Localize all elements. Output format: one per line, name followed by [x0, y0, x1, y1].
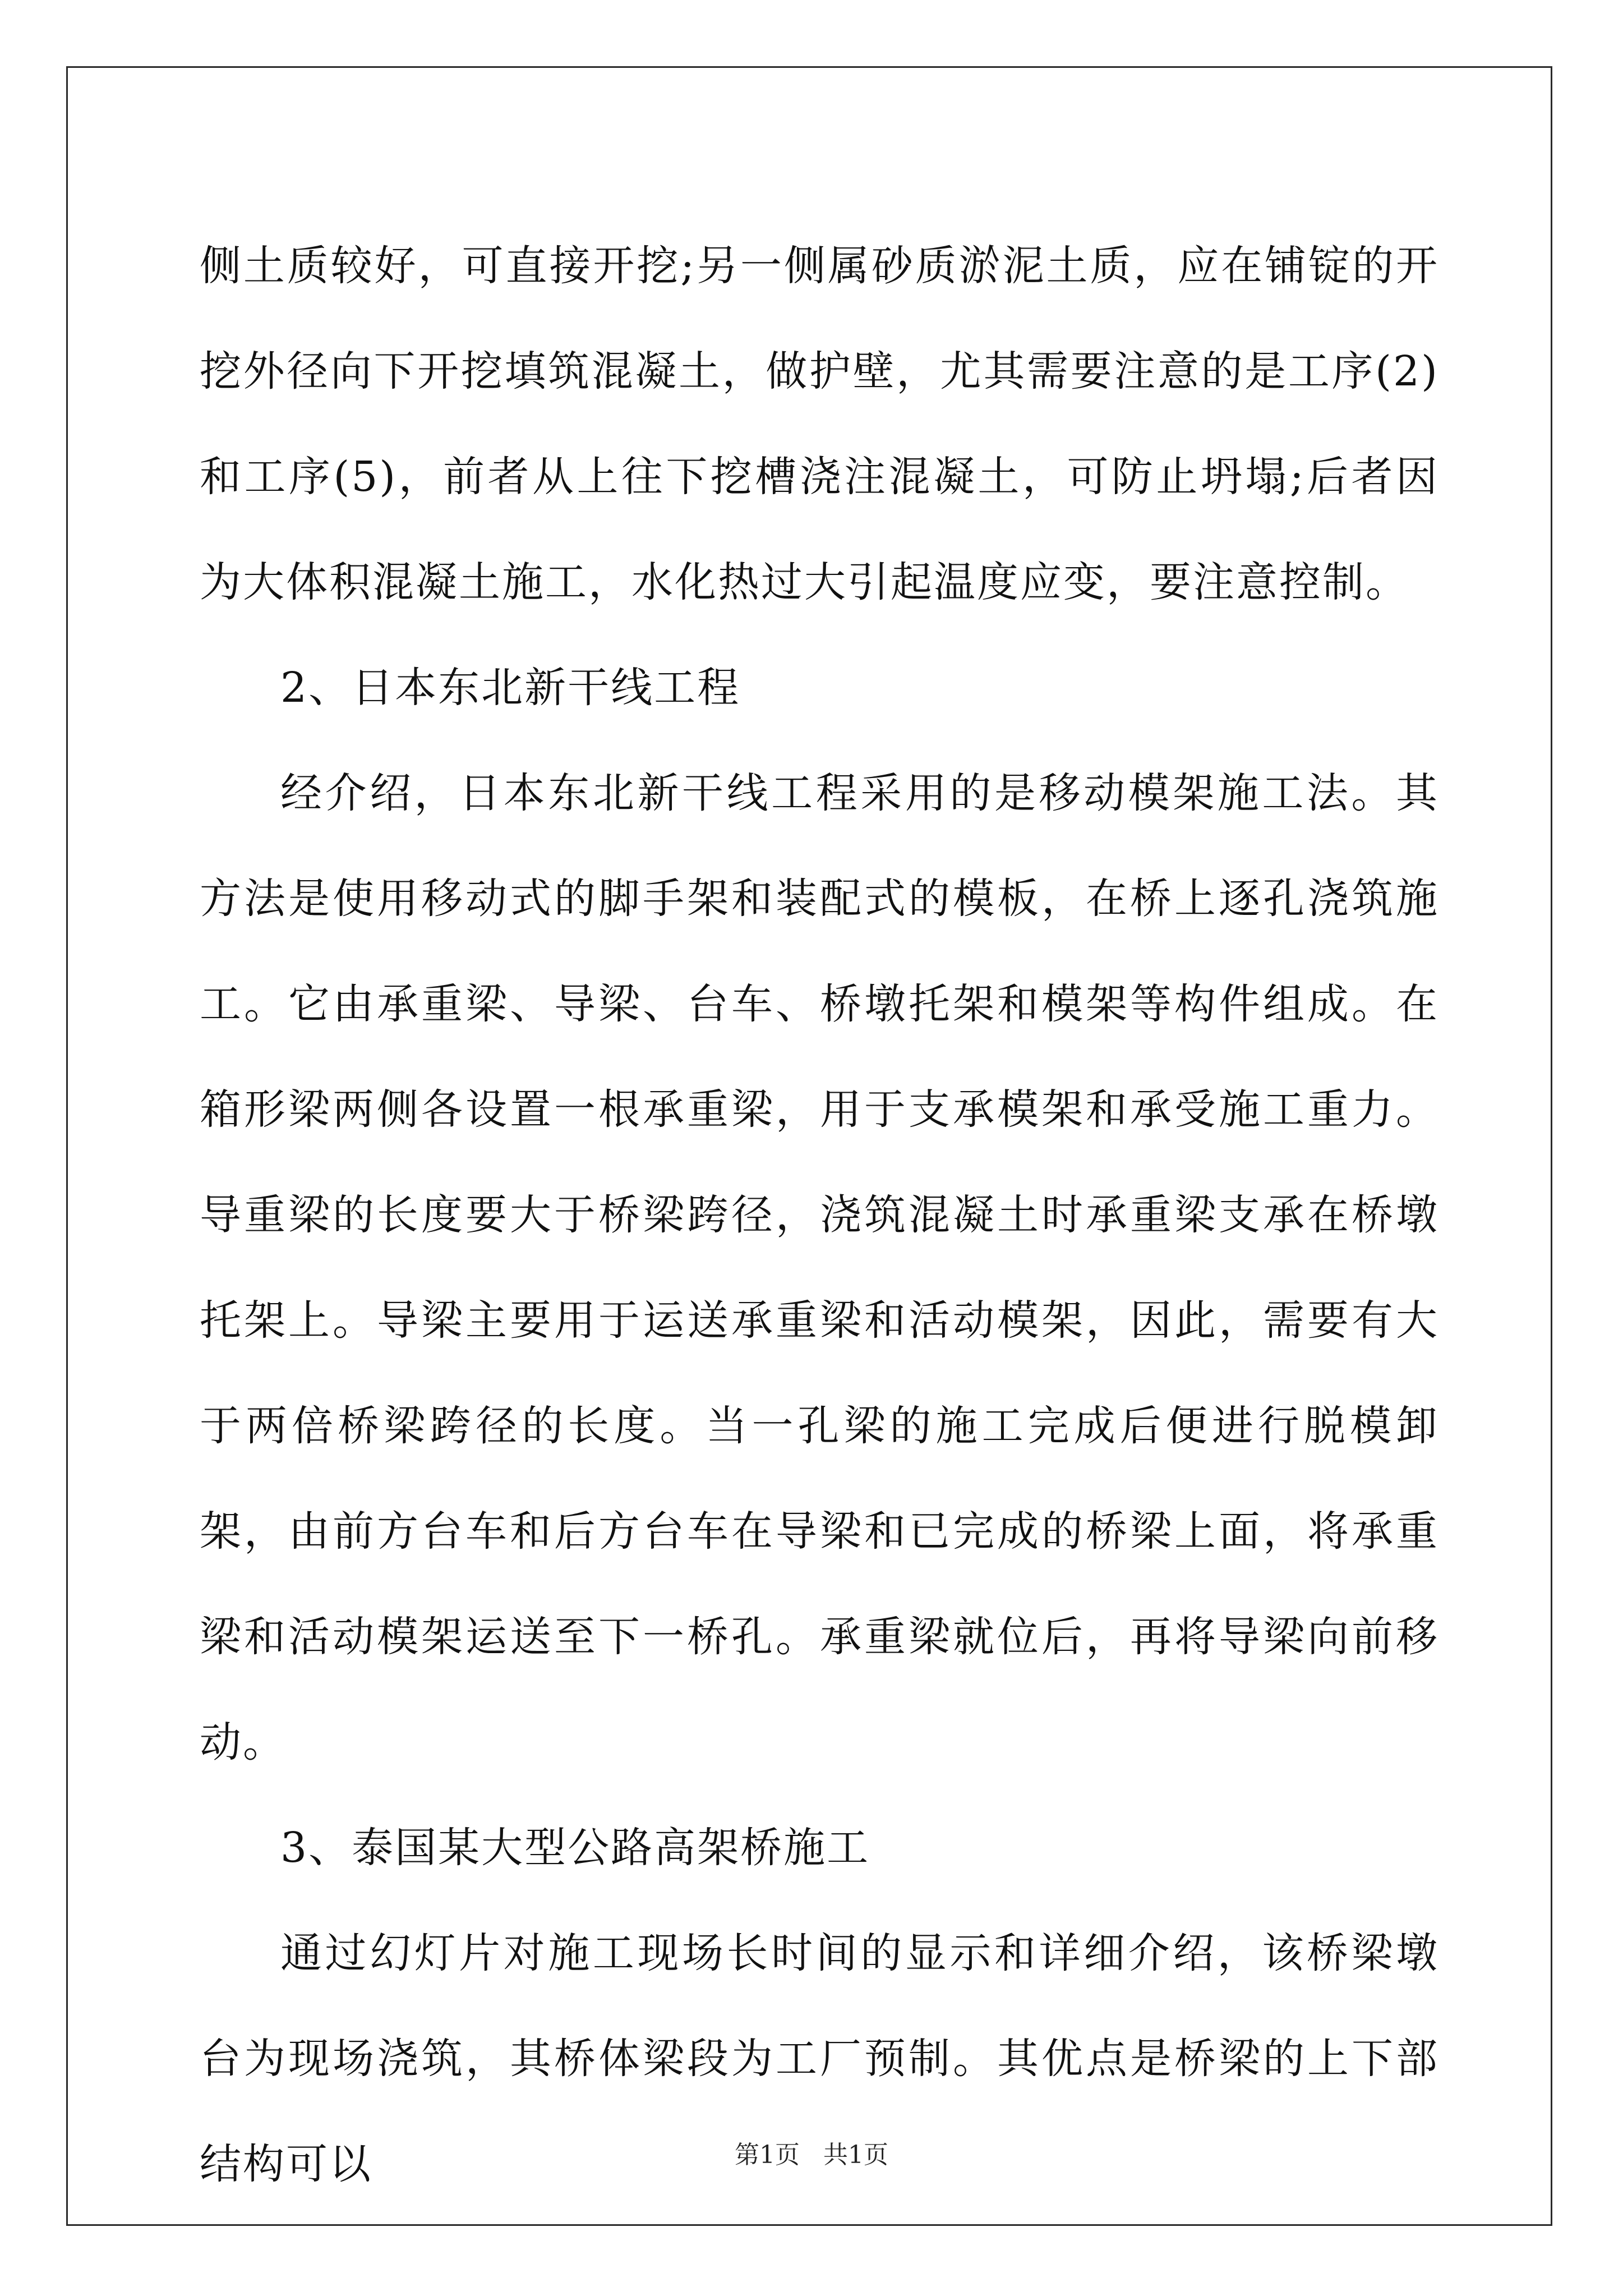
page-number-footer: 第1页 共1页 [735, 2141, 888, 2169]
section-heading-japan-tohoku-shinkansen: 2、日本东北新干线工程 [280, 664, 741, 712]
document-body [200, 213, 1439, 2217]
paragraph-soil-excavation: 侧土质较好，可直接开挖;另一侧属砂质淤泥土质，应在铺锭的开挖外径向下开挖填筑混凝土，做护壁，尤其需要注意的是工序(2)和工序(5)，前者从上往下挖槽浇注混凝土，可防止坍塌;后者因为大体积混凝土施工，水化热过大引起温度应变，要注意控制。 [200, 242, 1439, 606]
paragraph-thailand-viaduct-construction: 通过幻灯片对施工现场长时间的显示和详细介绍，该桥梁墩台为现场浇筑，其桥体梁段为工厂预制。其优点是桥梁的上下部结构可以 [200, 1929, 1439, 2188]
section-heading-thailand-viaduct: 3、泰国某大型公路高架桥施工 [280, 1824, 870, 1872]
paragraph-movable-formwork-method: 经介绍，日本东北新干线工程采用的是移动模架施工法。其方法是使用移动式的脚手架和装配式的模板，在桥上逐孔浇筑施工。它由承重梁、导梁、台车、桥墩托架和模架等构件组成。在箱形梁两侧各设置一根承重梁，用于支承模架和承受施工重力。导重梁的长度要大于桥梁跨径，浇筑混凝土时承重梁支承在桥墩托架上。导梁主要用于运送承重梁和活动模架，因此，需要有大于两倍桥梁跨径的长度。当一孔梁的施工完成后便进行脱模卸架，由前方台车和后方台车在导梁和已完成的桥梁上面，将承重梁和活动模架运送至下一桥孔。承重梁就位后，再将导梁向前移动。 [200, 769, 1439, 1766]
